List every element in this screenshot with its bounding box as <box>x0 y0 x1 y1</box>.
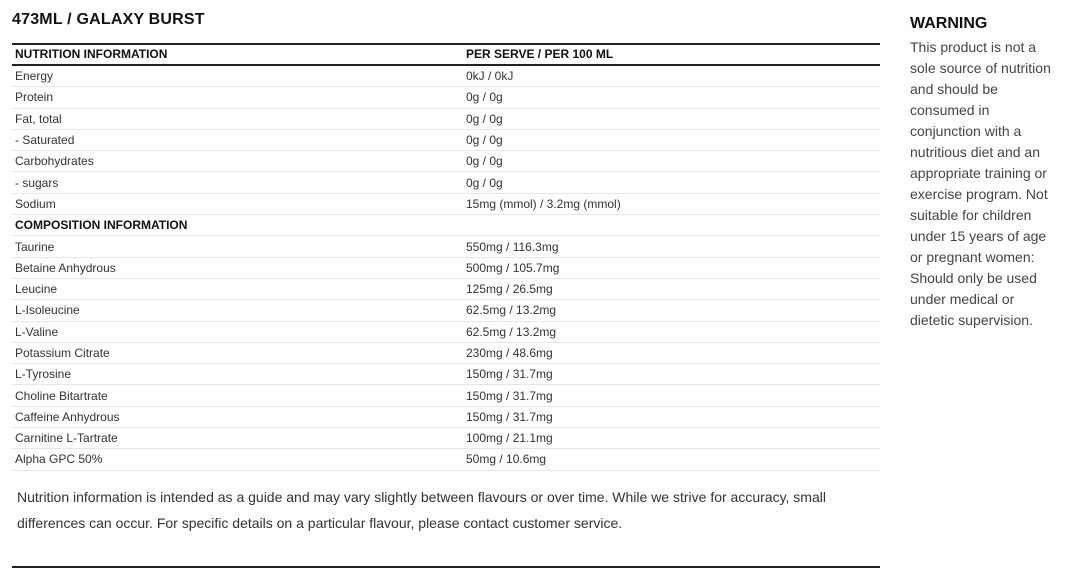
table-row <box>12 151 880 172</box>
column-header-nutrition: NUTRITION INFORMATION <box>15 47 168 61</box>
nutrient-name: Betaine Anhydrous <box>12 257 463 278</box>
nutrient-name: Energy <box>12 65 463 87</box>
nutrition-table <box>12 43 880 471</box>
nutrient-value: 0kJ / 0kJ <box>463 65 880 87</box>
nutrient-name: L-Tyrosine <box>12 364 463 385</box>
nutrient-value: 50mg / 10.6mg <box>463 449 880 470</box>
bottom-divider <box>12 566 880 568</box>
nutrient-name: Caffeine Anhydrous <box>12 406 463 427</box>
nutrient-name: Choline Bitartrate <box>12 385 463 406</box>
table-row <box>12 428 880 449</box>
table-row <box>12 108 880 129</box>
table-row <box>12 87 880 108</box>
nutrient-value: 0g / 0g <box>463 87 880 108</box>
table-row <box>12 172 880 193</box>
table-row <box>12 129 880 150</box>
nutrient-value: 550mg / 116.3mg <box>463 236 880 257</box>
nutrient-name: - Saturated <box>12 129 463 150</box>
nutrient-value: 15mg (mmol) / 3.2mg (mmol) <box>463 193 880 214</box>
nutrient-value: 0g / 0g <box>463 172 880 193</box>
nutrient-name: L-Isoleucine <box>12 300 463 321</box>
nutrient-value: 230mg / 48.6mg <box>463 342 880 363</box>
nutrient-name: COMPOSITION INFORMATION <box>12 215 463 236</box>
nutrient-name: Leucine <box>12 278 463 299</box>
table-row <box>12 193 880 214</box>
table-row <box>12 364 880 385</box>
nutrient-value: 500mg / 105.7mg <box>463 257 880 278</box>
table-row <box>12 257 880 278</box>
nutrient-name: Carnitine L-Tartrate <box>12 428 463 449</box>
nutrition-disclaimer: Nutrition information is intended as a guide and may vary slightly between flavours or over time. While we strive for accuracy, small differences can occur. For specific details on a particular flavour, please contact customer service. <box>17 489 826 531</box>
nutrient-value: 100mg / 21.1mg <box>463 428 880 449</box>
nutrient-name: L-Valine <box>12 321 463 342</box>
nutrient-value: 150mg / 31.7mg <box>463 406 880 427</box>
section-header-row <box>12 215 880 236</box>
nutrient-value: 150mg / 31.7mg <box>463 364 880 385</box>
nutrient-value: 62.5mg / 13.2mg <box>463 300 880 321</box>
nutrient-value: 0g / 0g <box>463 129 880 150</box>
nutrient-value: 125mg / 26.5mg <box>463 278 880 299</box>
table-row <box>12 278 880 299</box>
nutrient-name: Fat, total <box>12 108 463 129</box>
warning-title: WARNING <box>910 15 988 32</box>
column-header-per-serve: PER SERVE / PER 100 ML <box>466 47 614 61</box>
nutrition-panel <box>12 10 880 471</box>
table-row <box>12 300 880 321</box>
nutrient-name: Sodium <box>12 193 463 214</box>
nutrient-name: Carbohydrates <box>12 151 463 172</box>
nutrient-name: Alpha GPC 50% <box>12 449 463 470</box>
nutrition-table-body <box>12 65 880 470</box>
nutrient-name: Taurine <box>12 236 463 257</box>
nutrient-name: Potassium Citrate <box>12 342 463 363</box>
product-title: 473ML / GALAXY BURST <box>12 11 205 28</box>
table-row <box>12 236 880 257</box>
warning-text: This product is not a sole source of nutrition and should be consumed in conjunction with a nutritious diet and an appropriate training or exercise program. Not suitable for children under 15 years of age or pregnant women: Should only be used under medical or dietetic supervision. <box>910 39 1051 328</box>
table-row <box>12 65 880 87</box>
nutrient-value: 0g / 0g <box>463 151 880 172</box>
table-row <box>12 321 880 342</box>
nutrient-value: 0g / 0g <box>463 108 880 129</box>
nutrient-name: Protein <box>12 87 463 108</box>
warning-panel <box>910 14 1060 331</box>
table-row <box>12 449 880 470</box>
nutrient-value: 150mg / 31.7mg <box>463 385 880 406</box>
table-header-row <box>12 44 880 65</box>
nutrient-value <box>463 215 880 236</box>
table-row <box>12 406 880 427</box>
table-row <box>12 385 880 406</box>
nutrient-value: 62.5mg / 13.2mg <box>463 321 880 342</box>
nutrient-name: - sugars <box>12 172 463 193</box>
table-row <box>12 342 880 363</box>
